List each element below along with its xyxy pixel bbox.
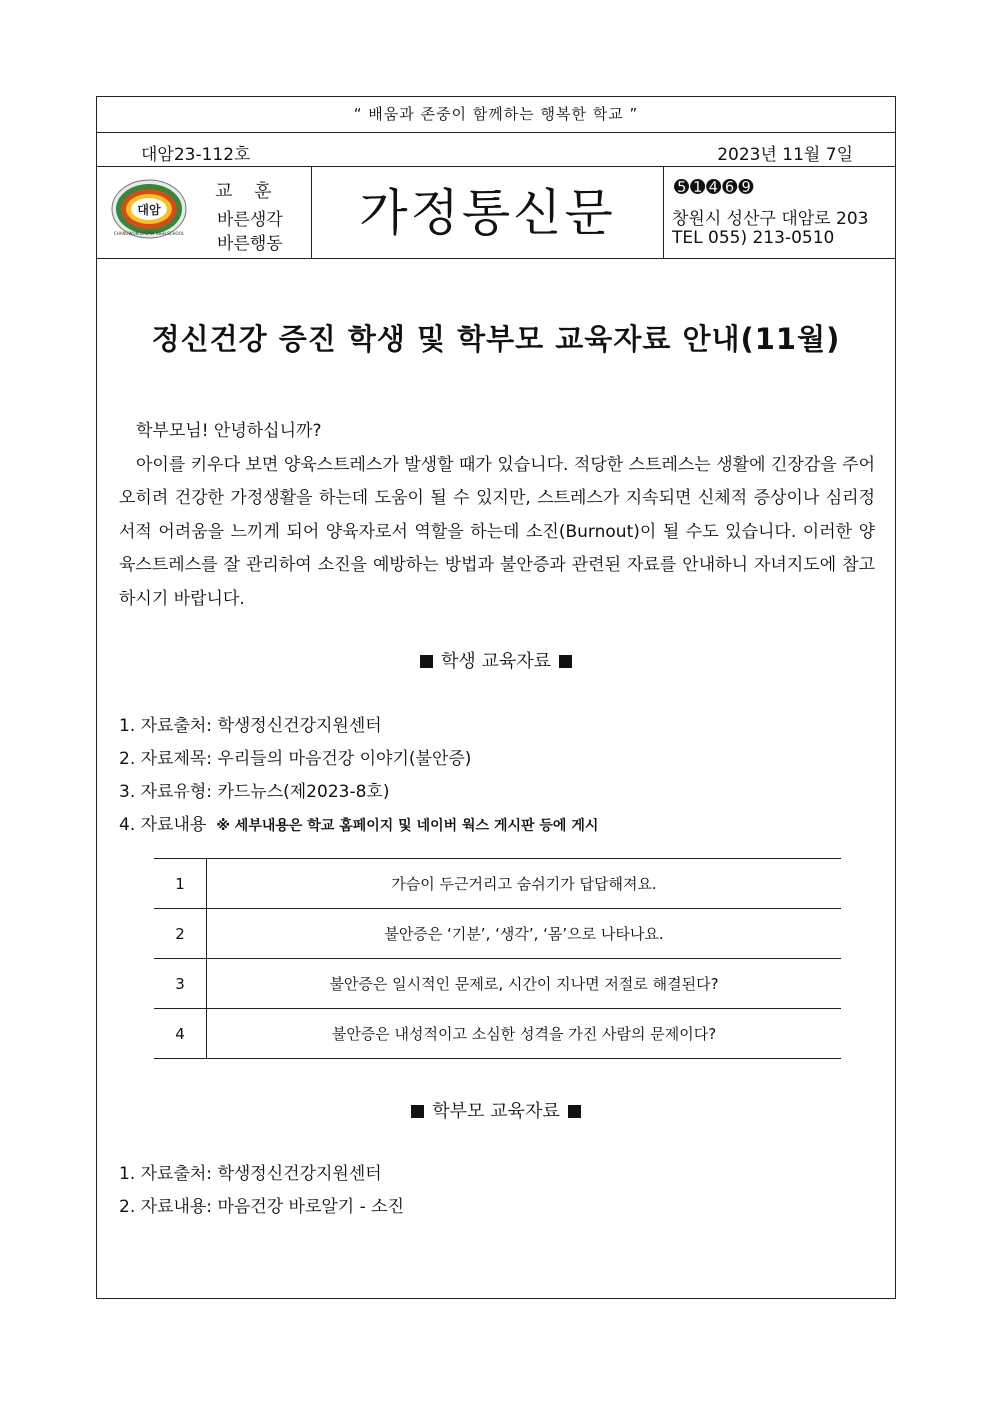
- motto-label: 교 훈: [215, 181, 280, 202]
- school-motto-banner: “ 배움과 존중이 함께하는 행복한 학교 ”: [97, 97, 895, 133]
- motto-line-2: 바른행동: [217, 234, 283, 254]
- list-item: 2. 자료내용: 마음건강 바로알기 - 소진: [119, 1197, 405, 1217]
- intro-body: 아이를 키우다 보면 양육스트레스가 발생할 때가 있습니다. 적당한 스트레스는 생활에 긴장감을 주어 오히려 건강한 가정생활을 하는데 도움이 될 수 있지만, 스트레스가 지속되면 신체적 증상이나 심리정서적 어려움을 느끼게 되어 양육자로서 역할을 하는데 소진(Burnout)이 될 수도 있습니다. 이러한 양육스트레스를 잘 관리하여 소진을 예방하는 방법과 불안증과 관련된 자료를 안내하니 자녀지도에 참고하시기 바랍니다.: [119, 454, 875, 609]
- square-bullet-icon: [411, 1105, 424, 1118]
- greeting: 학부모님! 안녕하십니까?: [136, 421, 322, 441]
- posting-note: ※ 세부내용은 학교 홈페이지 및 네이버 웍스 게시판 등에 게시: [216, 818, 599, 834]
- header-row: [97, 167, 895, 259]
- list-item: 1. 자료출처: 학생정신건강지원센터: [119, 1164, 382, 1184]
- list-item: 1. 자료출처: 학생정신건강지원센터: [119, 716, 382, 736]
- logo-text: 대암: [137, 203, 161, 217]
- page-title: 정신건강 증진 학생 및 학부모 교육자료 안내(11월): [151, 322, 841, 356]
- address: 창원시 성산구 대암로 203: [672, 209, 869, 229]
- intro-text: [119, 415, 875, 616]
- motto-line-1: 바른생각: [217, 210, 283, 230]
- logo-ring-text: CHANGWON DAEAM HIGH SCHOOL: [113, 231, 185, 236]
- doc-date: 2023년 11월 7일: [717, 145, 853, 165]
- student-material-list: [119, 711, 598, 843]
- table-row: 3 불안증은 일시적인 문제로, 시간이 지나면 저절로 해결된다?: [154, 959, 841, 1009]
- table-row: 1 가슴이 두근거리고 숨쉬기가 답답해져요.: [154, 859, 841, 909]
- student-section-heading: 학생 교육자료: [97, 647, 895, 673]
- content-table: [154, 858, 841, 1059]
- square-bullet-icon: [568, 1105, 581, 1118]
- newsletter-title-cell: [312, 167, 664, 259]
- doc-number: 대암23-112호: [141, 145, 251, 165]
- contact-cell: [664, 167, 897, 259]
- table-row: 4 불안증은 내성적이고 소심한 성격을 가진 사람의 문제이다?: [154, 1009, 841, 1059]
- parent-material-list: [119, 1159, 404, 1225]
- square-bullet-icon: [420, 655, 433, 668]
- table-row: 2 불안증은 ‘기분’, ‘생각’, ‘몸’으로 나타나요.: [154, 909, 841, 959]
- list-item: 4. 자료내용 ※ 세부내용은 학교 홈페이지 및 네이버 웍스 게시판 등에 게시: [119, 815, 599, 835]
- newsletter-title: 가정통신문: [359, 184, 616, 242]
- school-logo-icon: [111, 179, 187, 239]
- zip-code: ➎➊➍➏➒: [674, 177, 755, 198]
- square-bullet-icon: [559, 655, 572, 668]
- telephone: TEL 055) 213-0510: [672, 228, 835, 248]
- school-motto-cell: [97, 167, 312, 259]
- newsletter-page: [96, 96, 896, 1299]
- doc-info-row: [97, 133, 895, 167]
- list-item: 2. 자료제목: 우리들의 마음건강 이야기(불안증): [119, 749, 472, 769]
- parent-section-heading: 학부모 교육자료: [97, 1097, 895, 1123]
- list-item: 3. 자료유형: 카드뉴스(제2023-8호): [119, 782, 390, 802]
